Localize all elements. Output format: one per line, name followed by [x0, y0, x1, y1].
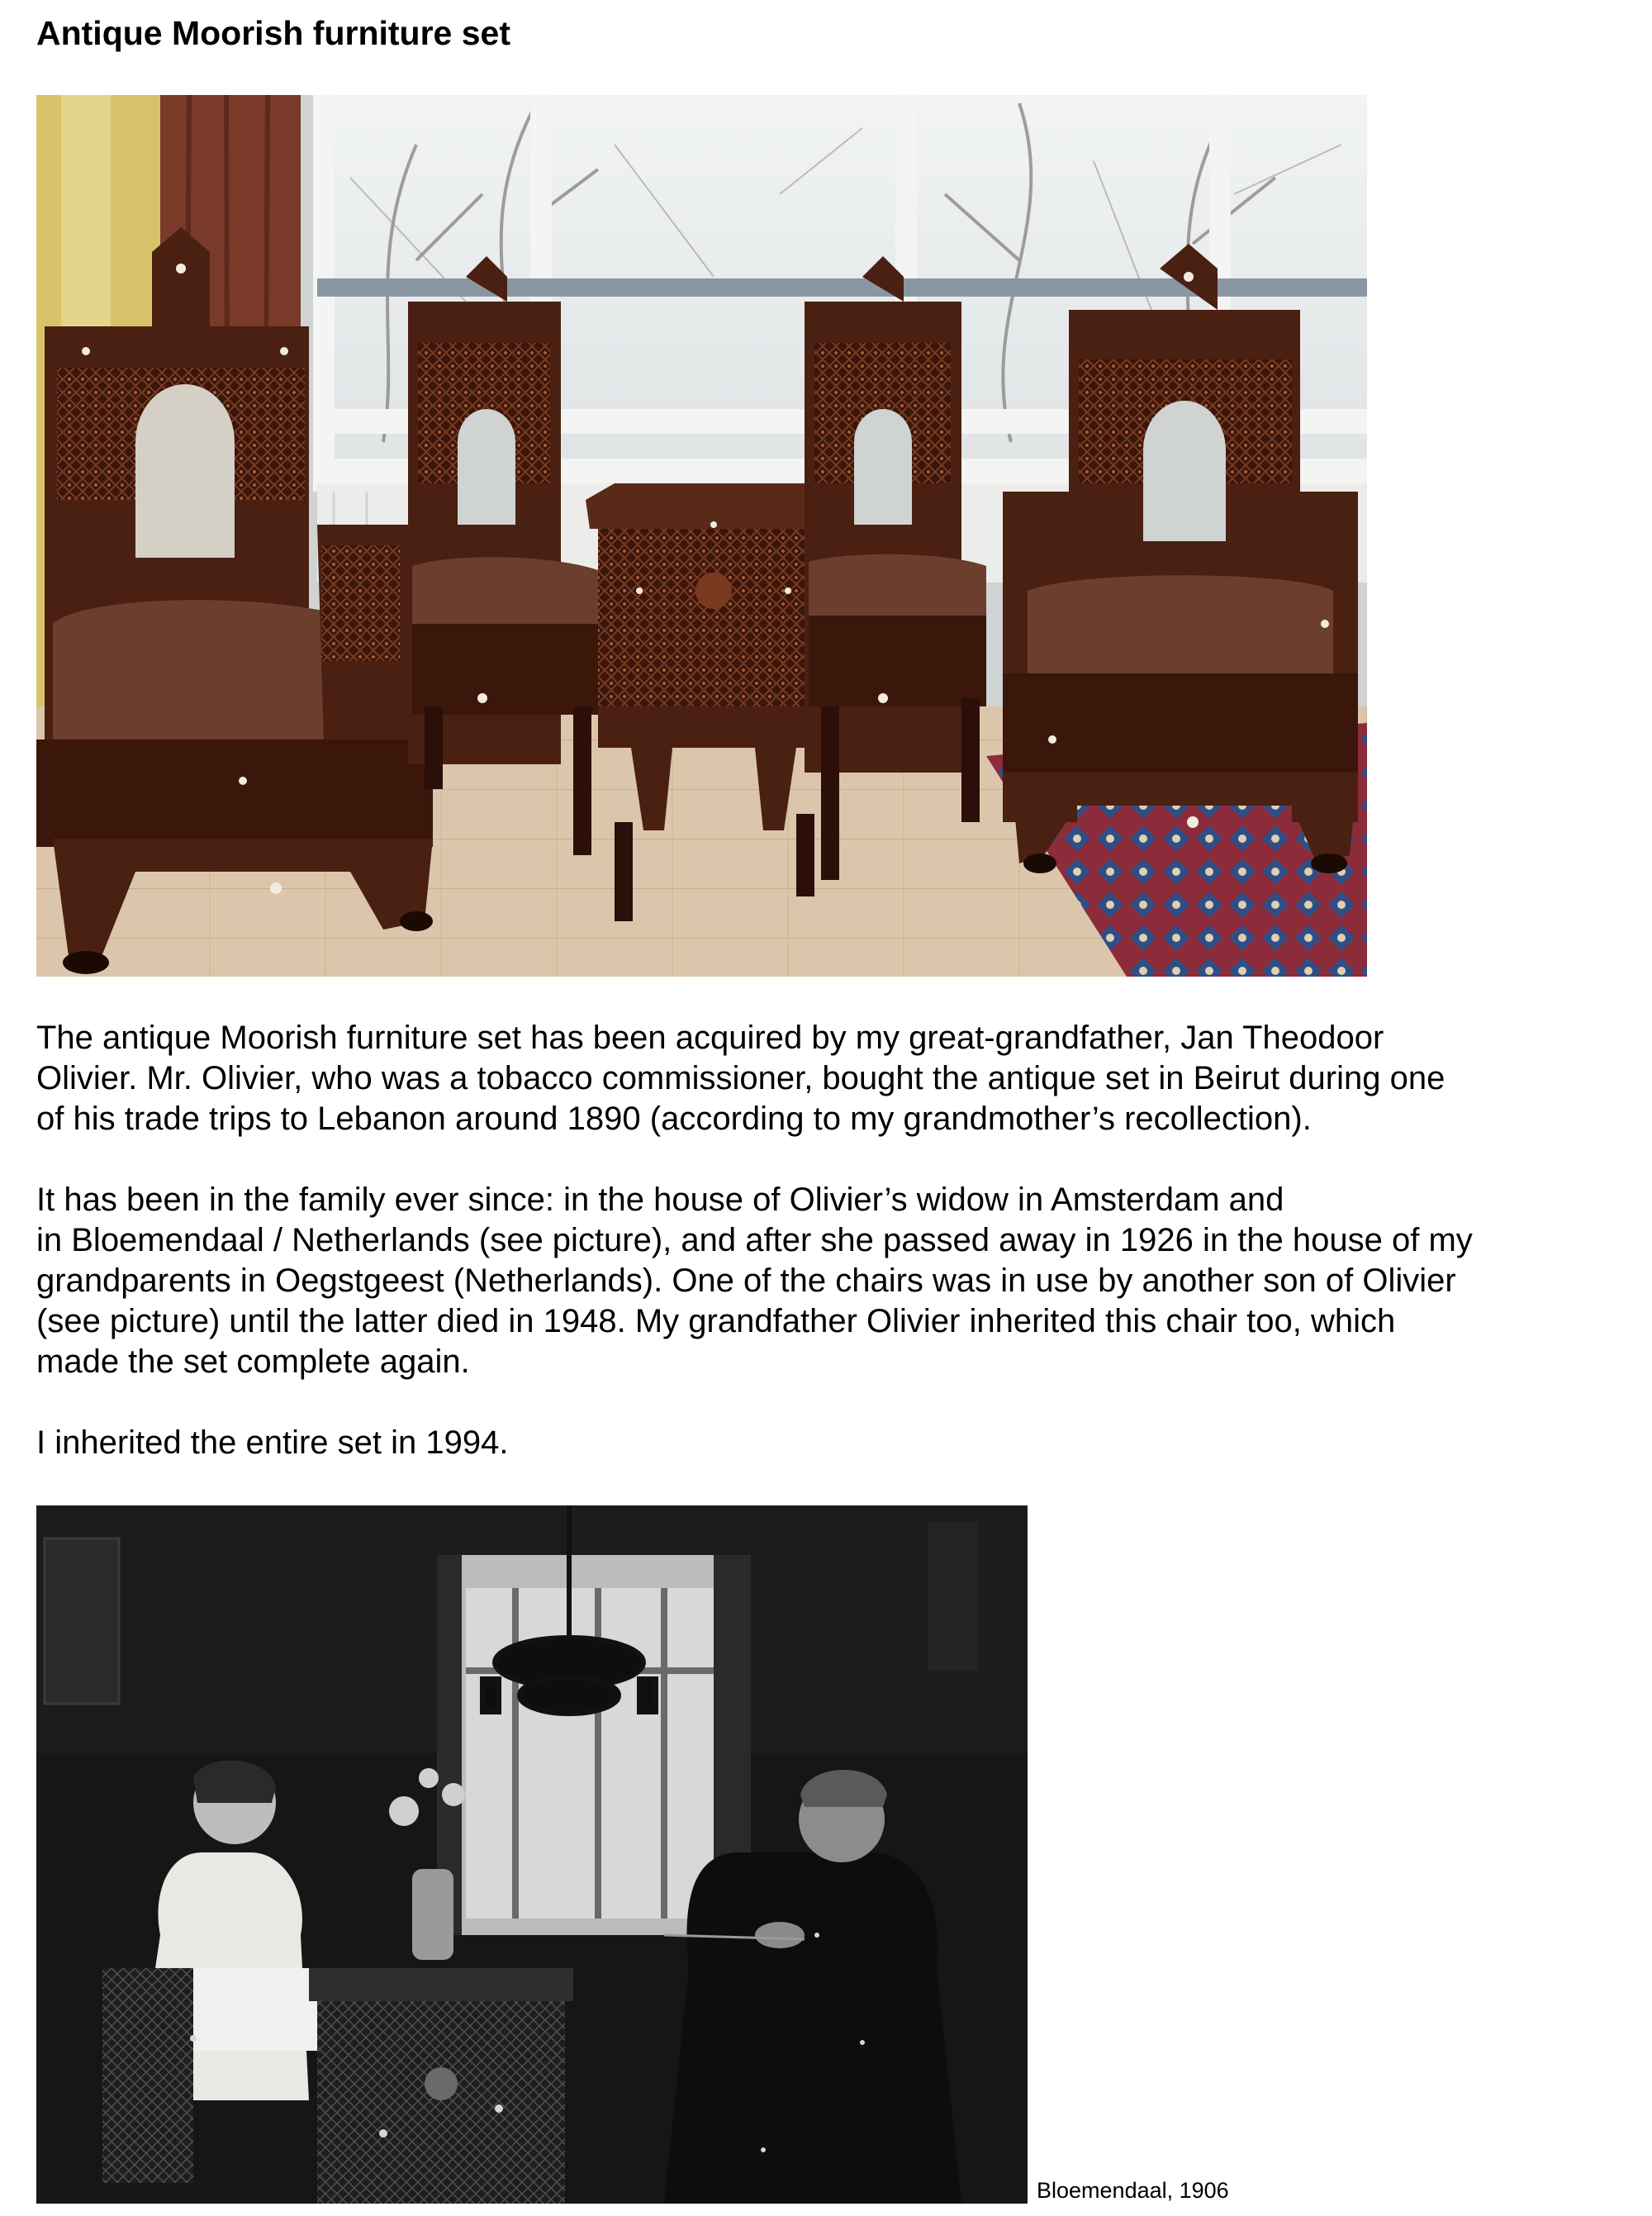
paragraph-acquisition: The antique Moorish furniture set has been acquired by my great-grandfather, Jan Theodoor Olivier. Mr. Olivier, who was a tobacco commissioner, bought the antique set in Beirut during one of his trade trips to Lebanon around 1890 (according to my grandmother’s recollection).: [36, 1020, 1446, 1137]
historical-photo: [36, 1505, 1028, 2204]
paragraph-family-history: It has been in the family ever since: in the house of Olivier’s widow in Amsterdam and in Bloemendaal / Netherlands (see picture), and after she passed away in 1926 in the house of my grandparents in Oegstgeest (Netherlands). One of the chairs was in use by another son of Olivier (see picture) until the latter died in 1948. My grandfather Olivier inherited this chair too, which made the set complete again.: [36, 1182, 1473, 1380]
furniture-set-photo: [36, 95, 1367, 977]
paragraph-inheritance: I inherited the entire set in 1994.: [36, 1424, 509, 1461]
page-title: Antique Moorish furniture set: [36, 14, 510, 52]
photo-caption: Bloemendaal, 1906: [1037, 2178, 1229, 2203]
